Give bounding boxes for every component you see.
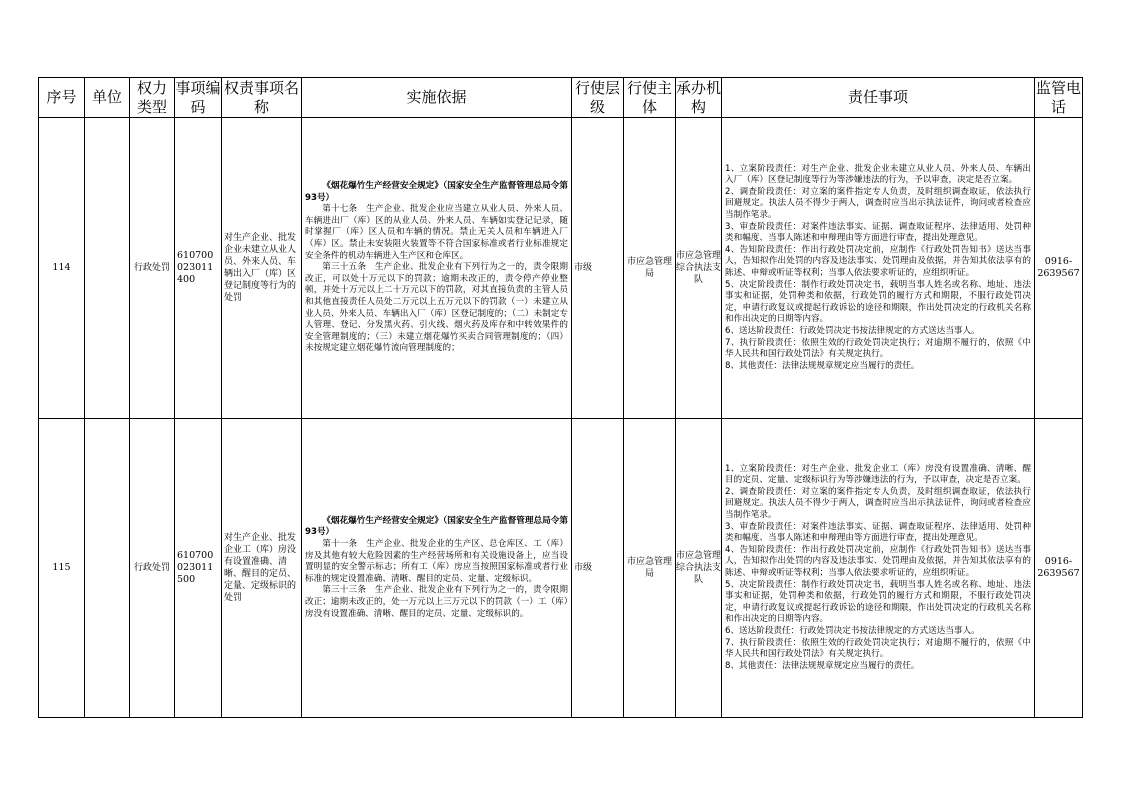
- header-phone: 监管电话: [1035, 78, 1081, 116]
- cell-agency: 市应急管理综合执法支队: [676, 419, 722, 718]
- header-basis: 实施依据: [302, 78, 572, 118]
- basis-paragraph: 第十七条 生产企业、批发企业应当建立从业人员、外来人员、车辆进出厂（库）区的从业人员、外来人员、车辆如实登记记录，随时掌握厂（库）区人员和车辆的情况。禁止无关人员和车辆进入厂（库）区。禁止未安装阻火装置等不符合国家标准或者行业标准规定安全条件的机动车辆进入生产区和仓库区。: [305, 204, 568, 261]
- duty-item: 4、告知阶段责任：作出行政处罚决定前，应制作《行政处罚告知书》送达当事人，告知拟作出处罚的内容及违法事实、处罚理由及依据，并告知其依法享有的陈述、申辩或听证等权利；当事人依法要求听证的，应组织听证。: [725, 244, 1031, 278]
- cell-unit: [85, 419, 130, 718]
- cell-power-type: 行政处罚: [130, 118, 175, 419]
- cell-duties: [722, 419, 1035, 718]
- basis-title: 《烟花爆竹生产经营安全规定》（国家安全生产监督管理总局令第93号）: [305, 515, 568, 538]
- duty-item: 3、审查阶段责任：对案件违法事实、证据、调查取证程序、法律适用、处罚种类和幅度、当事人陈述和申辩理由等方面进行审查，提出处理意见。: [725, 221, 1031, 244]
- header-duties: 责任事项: [722, 78, 1035, 118]
- duty-item: 8、其他责任：法律法规规章规定应当履行的责任。: [725, 660, 920, 671]
- duty-item: 2、调查阶段责任：对立案的案件指定专人负责，及时组织调查取证，依法执行回避规定。执法人员不得少于两人，调查时应当出示执法证件，询问或者检查应当制作笔录。: [725, 486, 1031, 521]
- duty-item: 8、其他责任：法律法规规章规定应当履行的责任。: [725, 360, 920, 371]
- cell-seq: 115: [39, 419, 85, 718]
- cell-seq: 114: [39, 118, 85, 419]
- cell-basis: [302, 419, 572, 718]
- cell-basis: [302, 118, 572, 419]
- duty-item: 5、决定阶段责任：制作行政处罚决定书，载明当事人姓名或名称、地址、违法事实和证据，处罚种类和依据，行政处罚的履行方式和期限，不服行政处罚决定，申请行政复议或提起行政诉讼的途径和期限，作出处罚决定的行政机关名称和作出决定的日期等内容。: [725, 279, 1031, 325]
- cell-power-type: 行政处罚: [130, 419, 175, 718]
- header-unit: 单位: [85, 78, 130, 118]
- header-power-type: 权力类型: [130, 78, 175, 118]
- cell-subject: 市应急管理局: [624, 118, 676, 419]
- header-row: [39, 78, 1083, 118]
- power-list-table: [38, 77, 1083, 718]
- cell-item-name: 对生产企业、批发企业工（库）房没有设置准确、清晰、醒目的定员、定量、定级标识的处罚: [222, 419, 302, 718]
- cell-subject: 市应急管理局: [624, 419, 676, 718]
- duty-item: 7、执行阶段责任：依照生效的行政处罚决定执行；对逾期不履行的，依照《中华人民共和国行政处罚法》有关规定执行。: [725, 337, 1031, 360]
- cell-agency: 市应急管理综合执法支队: [676, 118, 722, 419]
- duty-item: 6、送达阶段责任：行政处罚决定书按法律规定的方式送达当事人。: [725, 625, 980, 636]
- basis-title: 《烟花爆竹生产经营安全规定》（国家安全生产监督管理总局令第93号）: [305, 181, 568, 203]
- duty-item: 5、决定阶段责任：制作行政处罚决定书，载明当事人姓名或名称、地址、违法事实和证据，处罚种类和依据，行政处罚的履行方式和期限，不服行政处罚决定，申请行政复议或提起行政诉讼的途径和期限，作出处罚决定的行政机关名称和作出决定的日期等内容。: [725, 579, 1031, 625]
- basis-paragraph: 第三十三条 生产企业、批发企业有下列行为之一的，责令限期改正；逾期未改正的，处一万元以上三万元以下的罚款（一）工（库）房没有设置准确、清晰、醒目的定员、定量、定级标识的。: [305, 585, 568, 619]
- cell-item-name: 对生产企业、批发企业未建立从业人员、外来人员、车辆出入厂（库）区登记制度等行为的处罚: [222, 118, 302, 419]
- duty-item: 1、立案阶段责任：对生产企业、批发企业未建立从业人员、外来人员、车辆出入厂（库）区登记制度等行为等涉嫌违法的行为，予以审查，决定是否立案。: [725, 163, 1031, 186]
- cell-unit: [85, 118, 130, 419]
- cell-duties: [722, 118, 1035, 419]
- basis-paragraph: 第十一条 生产企业、批发企业的生产区、总仓库区、工（库）房及其他有较大危险因素的生产经营场所和有关设施设备上，应当设置明显的安全警示标志；所有工（库）房应当按照国家标准或者行业标准的规定设置准确、清晰、醒目的定员、定量、定级标识。: [305, 539, 568, 584]
- table-row: [39, 419, 1083, 718]
- cell-level: 市级: [572, 118, 624, 419]
- header-agency: 承办机构: [676, 78, 722, 116]
- duty-item: 2、调查阶段责任：对立案的案件指定专人负责，及时组织调查取证，依法执行回避规定。执法人员不得少于两人，调查时应当出示执法证件，询问或者检查应当制作笔录。: [725, 186, 1031, 221]
- header-item-name: 权责事项名称: [222, 78, 302, 118]
- table-row: [39, 118, 1083, 419]
- header-level: 行使层级: [572, 78, 624, 118]
- cell-item-code: 610700023011500: [175, 419, 222, 718]
- duty-item: 6、送达阶段责任：行政处罚决定书按法律规定的方式送达当事人。: [725, 325, 980, 336]
- header-item-code: 事项编码: [175, 78, 221, 116]
- duty-item: 1、立案阶段责任：对生产企业、批发企业工（库）房没有设置准确、清晰、醒目的定员、定量、定级标识行为等涉嫌违法的行为，予以审查，决定是否立案。: [725, 463, 1031, 486]
- cell-item-code: 610700023011400: [175, 118, 222, 419]
- header-subject: 行使主体: [624, 78, 676, 118]
- cell-level: 市级: [572, 419, 624, 718]
- basis-paragraph: 第三十五条 生产企业、批发企业有下列行为之一的，责令限期改正，可以处十万元以下的罚款；逾期未改正的，责令停产停业整顿，并处十万元以上二十万元以下的罚款，对其直接负责的主管人员和其他直接责任人员处二万元以上五万元以下的罚款（一）未建立从业人员、外来人员、车辆出入厂（库）区登记制度的；（二）未制定专人管理、登记、分发黑火药、引火线、烟火药及库存和中转效果件的安全管理制度的；（三）未建立烟花爆竹买卖合同管理制度的；（四）未按规定建立烟花爆竹流向管理制度的；: [305, 262, 568, 354]
- header-seq: 序号: [39, 78, 85, 118]
- cell-phone: 0916-2639567: [1035, 118, 1083, 419]
- duty-item: 7、执行阶段责任：依照生效的行政处罚决定执行；对逾期不履行的，依照《中华人民共和国行政处罚法》有关规定执行。: [725, 637, 1031, 660]
- duty-item: 3、审查阶段责任：对案件违法事实、证据、调查取证程序、法律适用、处罚种类和幅度、当事人陈述和申辩理由等方面进行审查，提出处理意见。: [725, 521, 1031, 544]
- duty-item: 4、告知阶段责任：作出行政处罚决定前，应制作《行政处罚告知书》送达当事人，告知拟作出处罚的内容及违法事实、处罚理由及依据，并告知其依法享有的陈述、申辩或听证等权利；当事人依法要求听证的，应组织听证。: [725, 544, 1031, 578]
- cell-phone: 0916-2639567: [1035, 419, 1083, 718]
